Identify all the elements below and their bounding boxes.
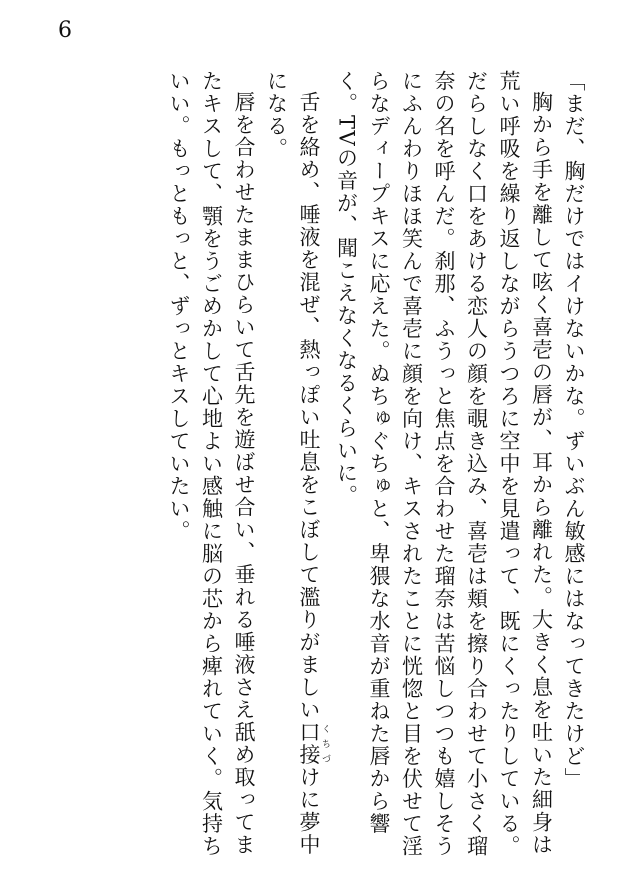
- paragraph-4: 唇を合わせたままひらいて舌先を遊ばせ合い、垂れる唾液さえ舐め取ってまたキスして、顎をうごめかして心地よい感触に脳の芯から痺れていく。気持ちいい。もっともっと、ずっとキスしていたい。: [167, 70, 256, 858]
- ruby-reading: くちづ: [320, 721, 330, 766]
- paragraph-2: 胸から手を離して呟く喜壱の唇が、耳から離れた。大きく息を吐いた細身は荒い呼吸を繰り返しながらうつろに空中を見遣って、既にくったりしている。だらしなく口をあける恋人の顔を覗き込み、喜壱は頬を擦り合わせて小さく瑠奈の名を呼んだ。刹那、ふうっと焦点を合わせた瑠奈は苦悩しつつも嬉しそうにふんわりほほ笑んで喜壱に顔を向け、キスされたことに恍惚と目を伏せて淫らなディープキスに応えた。ぬちゅぐちゅと、卑猥な水音が重ねた唇から響く。TVの音が、聞こえなくなるくらいに。: [334, 70, 554, 858]
- paragraph-3-text-before: 舌を絡め、唾液を混ぜ、熱っぽい吐息をこぼして濫りがましい: [297, 91, 321, 721]
- paragraph-3-text-after: けに夢中になる。: [264, 70, 321, 856]
- paragraph-1: 「まだ、胸だけではイけないかな。ずいぶん敏感にはなってきたけど」: [562, 70, 586, 790]
- paragraph-3: [260, 70, 330, 870]
- ruby-base: 口接: [297, 721, 321, 766]
- body-text: [30, 70, 590, 870]
- page-number: 6: [58, 18, 72, 43]
- furigana-ruby: [297, 721, 330, 766]
